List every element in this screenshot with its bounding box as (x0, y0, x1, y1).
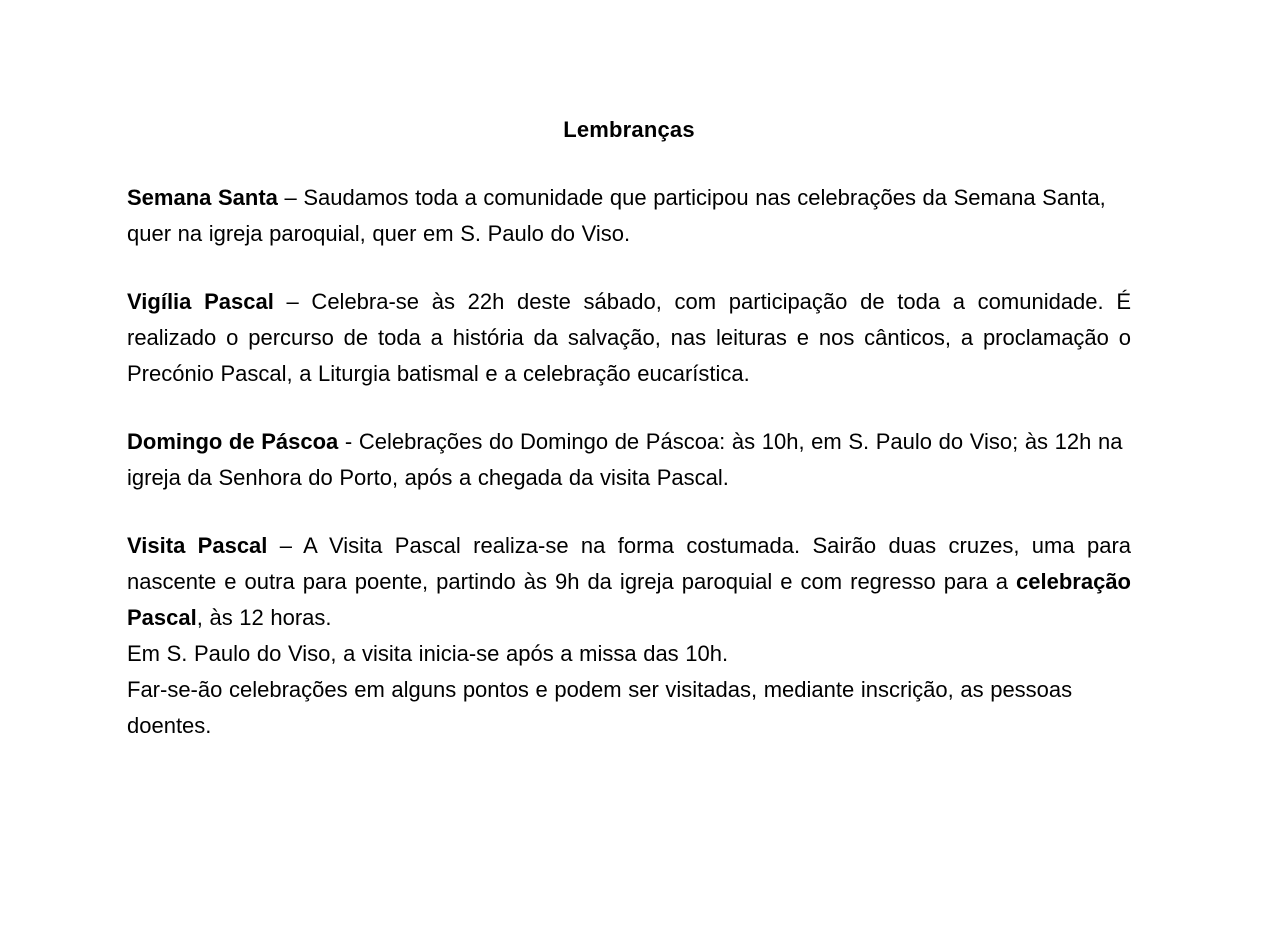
document-title: Lembranças (563, 117, 695, 142)
paragraph-celebracoes-doentes-note (127, 672, 1131, 744)
bold-run: Semana Santa (127, 185, 278, 210)
text-run: , às 12 horas. (196, 605, 332, 630)
paragraph-visita-viso-note (127, 636, 1131, 672)
paragraph-domingo-de-pascoa (127, 424, 1131, 496)
paragraph-vigilia-pascal (127, 284, 1131, 392)
bold-run: Domingo de Páscoa (127, 429, 339, 454)
bold-run: Visita Pascal (127, 533, 268, 558)
bold-run: celebração Pascal (127, 569, 1131, 630)
text-run: – A Visita Pascal realiza-se na forma costumada. Sairão duas cruzes, uma para nascente e outra para poente, partindo às 9h da igreja paroquial e com regresso para a (127, 533, 1132, 594)
text-run: - Celebrações do Domingo de Páscoa: às 10h, em S. Paulo do Viso; às 12h na igreja da Senhora do Porto, após a chegada da visita Pascal. (127, 429, 1123, 490)
document-content (127, 112, 1131, 744)
text-run: – Saudamos toda a comunidade que participou nas celebrações da Semana Santa, quer na igreja paroquial, quer em S. Paulo do Viso. (127, 185, 1106, 246)
paragraph-semana-santa (127, 180, 1131, 252)
text-run: Em S. Paulo do Viso, a visita inicia-se após a missa das 10h. (127, 641, 729, 666)
document-paragraphs (127, 180, 1131, 744)
text-run: – Celebra-se às 22h deste sábado, com participação de toda a comunidade. É realizado o percurso de toda a história da salvação, nas leituras e nos cânticos, a proclamação o Precónio Pascal, a Liturgia batismal e a celebração eucarística. (127, 289, 1131, 386)
text-run: Far-se-ão celebrações em alguns pontos e podem ser visitadas, mediante inscrição, as pessoas doentes. (127, 677, 1073, 738)
paragraph-visita-pascal (127, 528, 1131, 636)
bold-run: Vigília Pascal (127, 289, 274, 314)
